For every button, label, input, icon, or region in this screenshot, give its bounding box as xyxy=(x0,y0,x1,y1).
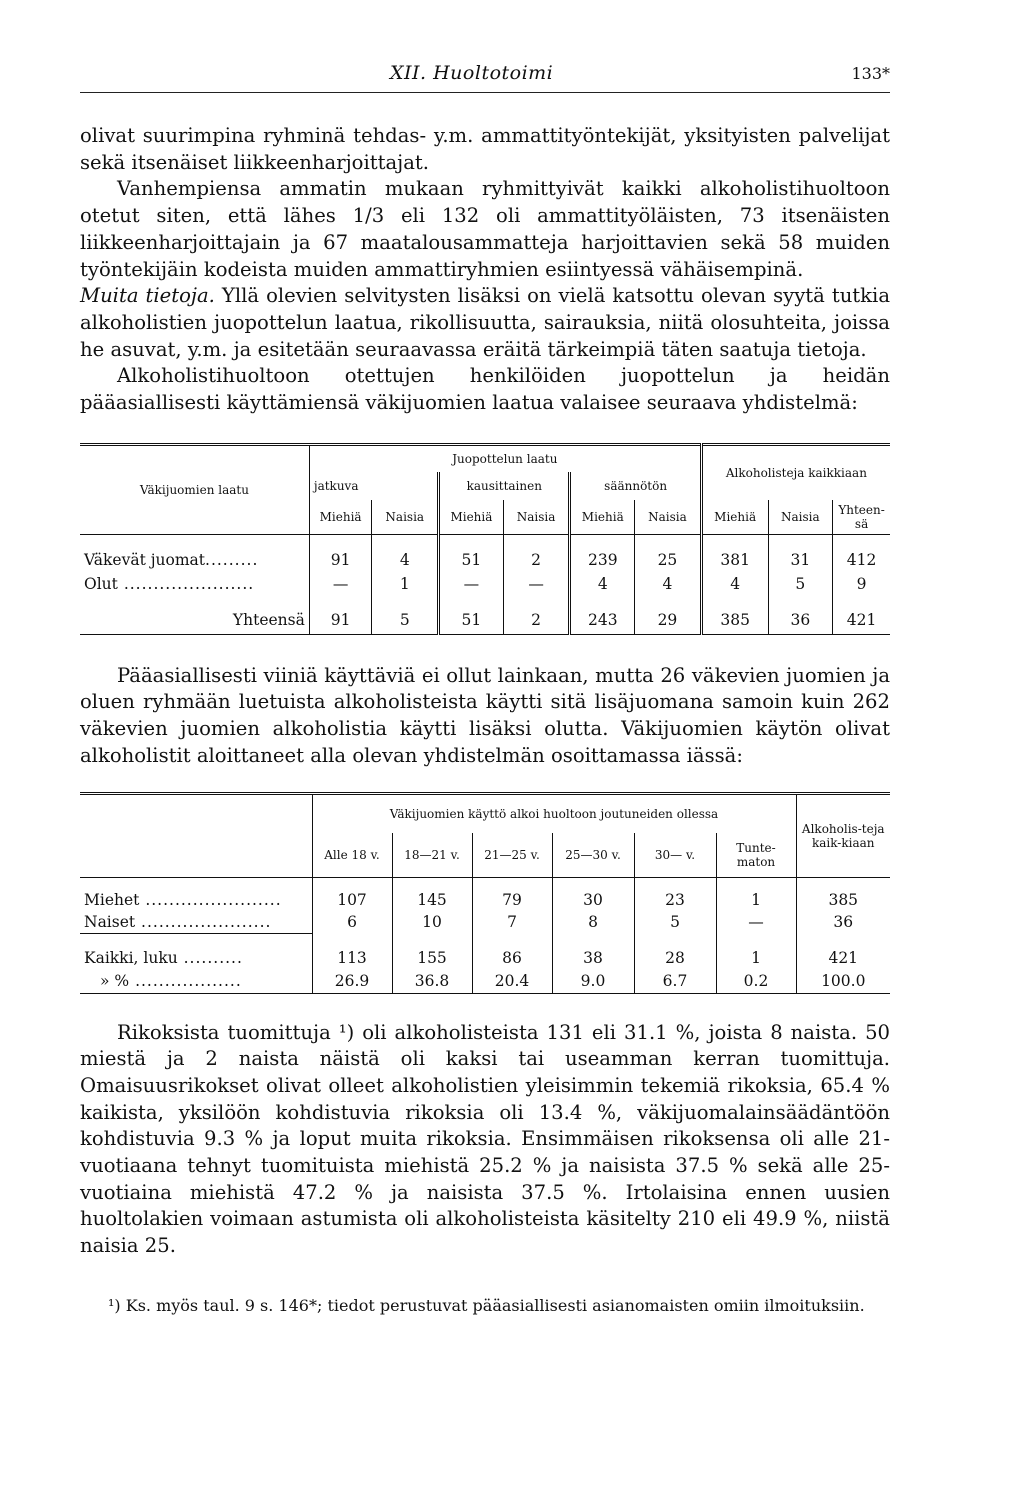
cell: 86 xyxy=(472,947,552,969)
paragraph: Rikoksista tuomittuja ¹) oli alkoholisteista 131 eli 31.1 %, joista 8 naista. 50 miestä ja 2 naista näistä oli kaksi tai useamman kerran tuomittuja. Omaisuusrikokset olivat olleet alkoholistien yleisimmin tekemiä rikoksia, 65.4 % kaikista, yksilöön kohdistuvia rikoksia oli 13.4 %, väkijuomalainsäädäntöön kohdistuvia 9.3 % ja loput muita rikoksia. Ensimmäisen rikoksensa oli alle 21-vuotiaana tehnyt tuomituista miehistä 25.2 % ja naisista 37.5 % sekä alle 25-vuotiaina miehistä 47.2 % ja naisista 37.5 %. Irtolaisina ennen uusien huoltolakien voimaan astumista oli alkoholisteista käsitelty 210 eli 49.9 %, niistä naisia 25. xyxy=(80,1020,890,1258)
table-drinking-type xyxy=(80,443,890,635)
col-header: Miehiä xyxy=(309,500,372,534)
cell: 412 xyxy=(833,548,890,572)
cell: 79 xyxy=(472,889,552,911)
page-number: 133* xyxy=(851,64,890,83)
cell: 30 xyxy=(552,889,634,911)
paragraph-text: Yllä olevien selvitysten lisäksi on vielä katsottu olevan syytä tutkia alkoholistien juopottelun laatua, rikollisuutta, sairauksia, niitä olosuhteita, joissa he asuvat, y.m. ja esitetään seuraavassa eräitä tärkeimpiä täten saatuja tietoja. xyxy=(80,284,891,361)
cell: 36 xyxy=(768,606,833,634)
cell: 10 xyxy=(392,911,472,933)
footnote xyxy=(80,1296,890,1315)
cell: 113 xyxy=(312,947,392,969)
table-row xyxy=(80,889,890,911)
total-header: Alkoholis-teja kaik-kiaan xyxy=(796,793,890,877)
col-header: 25—30 v. xyxy=(552,833,634,877)
cell: 243 xyxy=(570,606,635,634)
cell: 26.9 xyxy=(312,969,392,993)
cell: 4 xyxy=(372,548,439,572)
col-header: Miehiä xyxy=(570,500,635,534)
paragraph: Vanhempiensa ammatin mukaan ryhmittyivät kaikki alkoholistihuoltoon otetut siten, että lähes 1/3 eli 132 oli ammattityöläisten, 73 itsenäisten liikkeenharjoittajain ja 67 maatalousammatteja harjoittavien sekä 58 muiden työntekijäin kodeista muiden ammattiryhmien esiintyessä vähäisempinä. xyxy=(80,177,890,281)
cell: 2 xyxy=(503,606,570,634)
cell: 7 xyxy=(472,911,552,933)
paragraph: Pääasiallisesti viiniä käyttäviä ei ollut lainkaan, mutta 26 väkevien juomien ja oluen ryhmään luetuista alkoholisteista käytti sitä lisäjuomana samoin kuin 262 väkevien juomien alkoholistia käytti lisäksi olutta. Väkijuomien käytön olivat alkoholistit aloittaneet alla olevan yhdistelmän osoittamassa iässä: xyxy=(80,663,890,767)
row-label: » % .................. xyxy=(100,971,242,990)
col-header: Tunte-maton xyxy=(716,833,796,877)
running-header xyxy=(80,62,890,93)
cell: 25 xyxy=(635,548,702,572)
cell: 1 xyxy=(716,889,796,911)
page xyxy=(80,62,890,1315)
cell: 381 xyxy=(701,548,768,572)
body-text-lower xyxy=(80,1020,890,1260)
cell: 1 xyxy=(716,947,796,969)
table-row xyxy=(80,548,890,572)
cell: 5 xyxy=(634,911,716,933)
cell: — xyxy=(439,572,504,596)
paragraph xyxy=(80,283,890,363)
cell: 0.2 xyxy=(716,969,796,993)
col-header: Naisia xyxy=(503,500,570,534)
col-header: Miehiä xyxy=(439,500,504,534)
cell: 107 xyxy=(312,889,392,911)
cell: 385 xyxy=(796,889,890,911)
cell: 155 xyxy=(392,947,472,969)
total-header: Alkoholisteja kaikkiaan xyxy=(701,444,890,500)
row-label: Yhteensä xyxy=(232,610,305,629)
subheader-saannoton: säännötön xyxy=(570,472,701,500)
table-row xyxy=(80,969,890,993)
group-header: Juopottelun laatu xyxy=(309,444,701,472)
table-row xyxy=(80,572,890,596)
cell: 51 xyxy=(439,548,504,572)
cell: 91 xyxy=(309,606,372,634)
cell: — xyxy=(716,911,796,933)
col-header: Alle 18 v. xyxy=(312,833,392,877)
subheader-kausittainen: kausittainen xyxy=(439,472,570,500)
col-header: 30— v. xyxy=(634,833,716,877)
row-label: Miehet ....................... xyxy=(84,891,282,910)
cell: 4 xyxy=(570,572,635,596)
row-label: Kaikki, luku .......... xyxy=(84,949,243,968)
cell: 6 xyxy=(312,911,392,933)
paragraph: Alkoholistihuoltoon otettujen henkilöiden juopottelun ja heidän pääasiallisesti käyttämiensä väkijuomien laatua valaisee seuraava yhdistelmä: xyxy=(80,364,890,415)
col-header: Naisia xyxy=(768,500,833,534)
cell: 36.8 xyxy=(392,969,472,993)
row-label: Naiset ...................... xyxy=(84,912,272,931)
cell: 239 xyxy=(570,548,635,572)
chapter-title: XII. Huoltotoimi xyxy=(390,62,554,84)
cell: 100.0 xyxy=(796,969,890,993)
cell: 145 xyxy=(392,889,472,911)
cell: 20.4 xyxy=(472,969,552,993)
cell: 38 xyxy=(552,947,634,969)
cell: 31 xyxy=(768,548,833,572)
row-label: Olut ...................... xyxy=(84,575,255,594)
row-label: Väkevät juomat......... xyxy=(84,551,259,570)
col-header: 18—21 v. xyxy=(392,833,472,877)
group-header: Väkijuomien käyttö alkoi huoltoon joutuneiden ollessa xyxy=(312,793,796,833)
paragraph: olivat suurimpina ryhminä tehdas- y.m. ammattityöntekijät, yksityisten palvelijat sekä itsenäiset liikkeenharjoittajat. xyxy=(80,124,890,174)
cell: 36 xyxy=(796,911,890,933)
stub-header: Väkijuomien laatu xyxy=(139,482,249,497)
table-row xyxy=(80,947,890,969)
cell: — xyxy=(503,572,570,596)
cell: 9.0 xyxy=(552,969,634,993)
cell: 385 xyxy=(701,606,768,634)
body-text-middle xyxy=(80,663,890,770)
cell: 4 xyxy=(701,572,768,596)
cell: 8 xyxy=(552,911,634,933)
cell: 6.7 xyxy=(634,969,716,993)
cell: 28 xyxy=(634,947,716,969)
cell: 421 xyxy=(796,947,890,969)
cell: 9 xyxy=(833,572,890,596)
cell: 421 xyxy=(833,606,890,634)
cell: 5 xyxy=(768,572,833,596)
cell: 4 xyxy=(635,572,702,596)
body-text-upper xyxy=(80,123,890,417)
cell: 23 xyxy=(634,889,716,911)
subheading: Muita tietoja. xyxy=(80,284,215,308)
col-header: Naisia xyxy=(372,500,439,534)
table-row xyxy=(80,911,890,933)
table-total-row xyxy=(80,606,890,634)
cell: 5 xyxy=(372,606,439,634)
col-header: Yhteen-sä xyxy=(833,500,890,534)
cell: 29 xyxy=(635,606,702,634)
subheader-jatkuva: jatkuva xyxy=(309,472,438,500)
col-header: Naisia xyxy=(635,500,702,534)
footnote-text: ¹) Ks. myös taul. 9 s. 146*; tiedot perustuvat pääasiallisesti asianomaisten omiin ilmoituksiin. xyxy=(108,1295,865,1315)
cell: 1 xyxy=(372,572,439,596)
cell: 51 xyxy=(439,606,504,634)
col-header: Miehiä xyxy=(701,500,768,534)
cell: — xyxy=(309,572,372,596)
col-header: 21—25 v. xyxy=(472,833,552,877)
cell: 2 xyxy=(503,548,570,572)
table-starting-age xyxy=(80,792,890,994)
cell: 91 xyxy=(309,548,372,572)
